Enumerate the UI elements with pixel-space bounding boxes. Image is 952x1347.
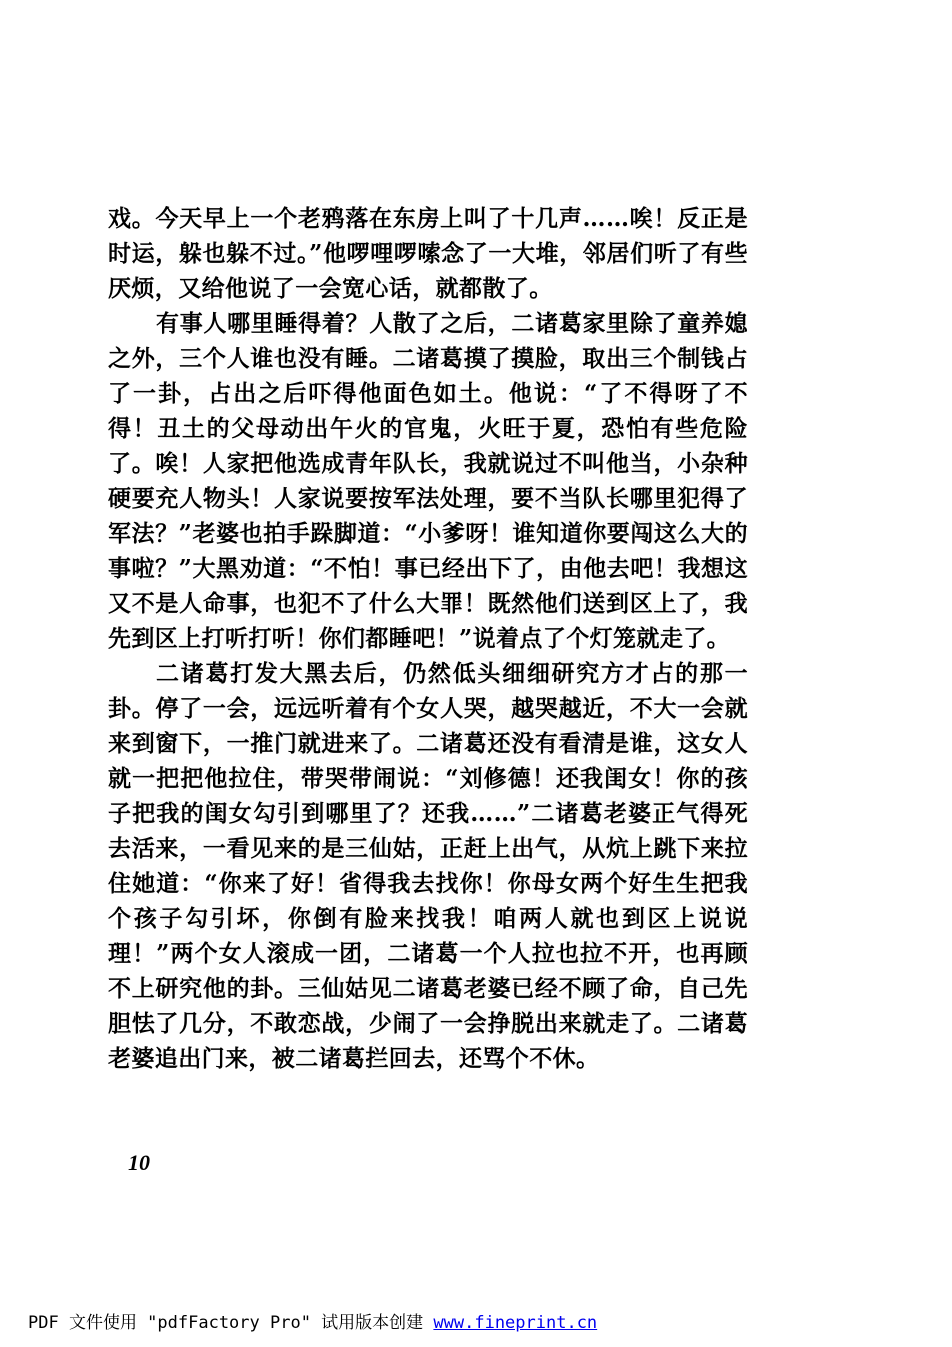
footer-link[interactable]: www.fineprint.cn bbox=[433, 1313, 598, 1333]
footer-text: PDF 文件使用 "pdfFactory Pro" 试用版本创建 bbox=[28, 1313, 434, 1333]
body-text bbox=[108, 201, 748, 1076]
paragraph-3: 二诸葛打发大黑去后，仍然低头细细研究方才占的那一卦。停了一会，远远听着有个女人哭，越哭越近，不大一会就来到窗下，一推门就进来了。二诸葛还没有看清是谁，这女人就一把把他拉住，带哭带闹说：“刘修德！还我闺女！你的孩子把我的闺女勾引到哪里了？还我……”二诸葛老婆正气得死去活来，一看见来的是三仙姑，正赶上出气，从炕上跳下来拉住她道：“你来了好！省得我去找你！你母女两个好生生把我个孩子勾引坏，你倒有脸来找我！咱两人就也到区上说说理！”两个女人滚成一团，二诸葛一个人拉也拉不开，也再顾不上研究他的卦。三仙姑见二诸葛老婆已经不顾了命，自己先胆怯了几分，不敢恋战，少闹了一会挣脱出来就走了。二诸葛老婆追出门来，被二诸葛拦回去，还骂个不休。 bbox=[108, 660, 748, 1072]
paragraph-1: 戏。今天早上一个老鸦落在东房上叫了十几声……唉！反正是时运，躲也躲不过。”他啰哩啰嗦念了一大堆，邻居们听了有些厌烦，又给他说了一会宽心话，就都散了。 bbox=[108, 205, 748, 302]
page-number: 10 bbox=[128, 1150, 150, 1175]
paragraph-2: 有事人哪里睡得着？人散了之后，二诸葛家里除了童养媳之外，三个人谁也没有睡。二诸葛摸了摸脸，取出三个制钱占了一卦，占出之后吓得他面色如土。他说：“了不得呀了不得！丑土的父母动出午火的官鬼，火旺于夏，恐怕有些危险了。唉！人家把他选成青年队长，我就说过不叫他当，小杂种硬要充人物头！人家说要按军法处理，要不当队长哪里犯得了军法？”老婆也拍手跺脚道：“小爹呀！谁知道你要闯这么大的事啦？”大黑劝道：“不怕！事已经出下了，由他去吧！我想这又不是人命事，也犯不了什么大罪！既然他们送到区上了，我先到区上打听打听！你们都睡吧！”说着点了个灯笼就走了。 bbox=[108, 310, 748, 652]
pdf-footer bbox=[28, 1308, 597, 1333]
